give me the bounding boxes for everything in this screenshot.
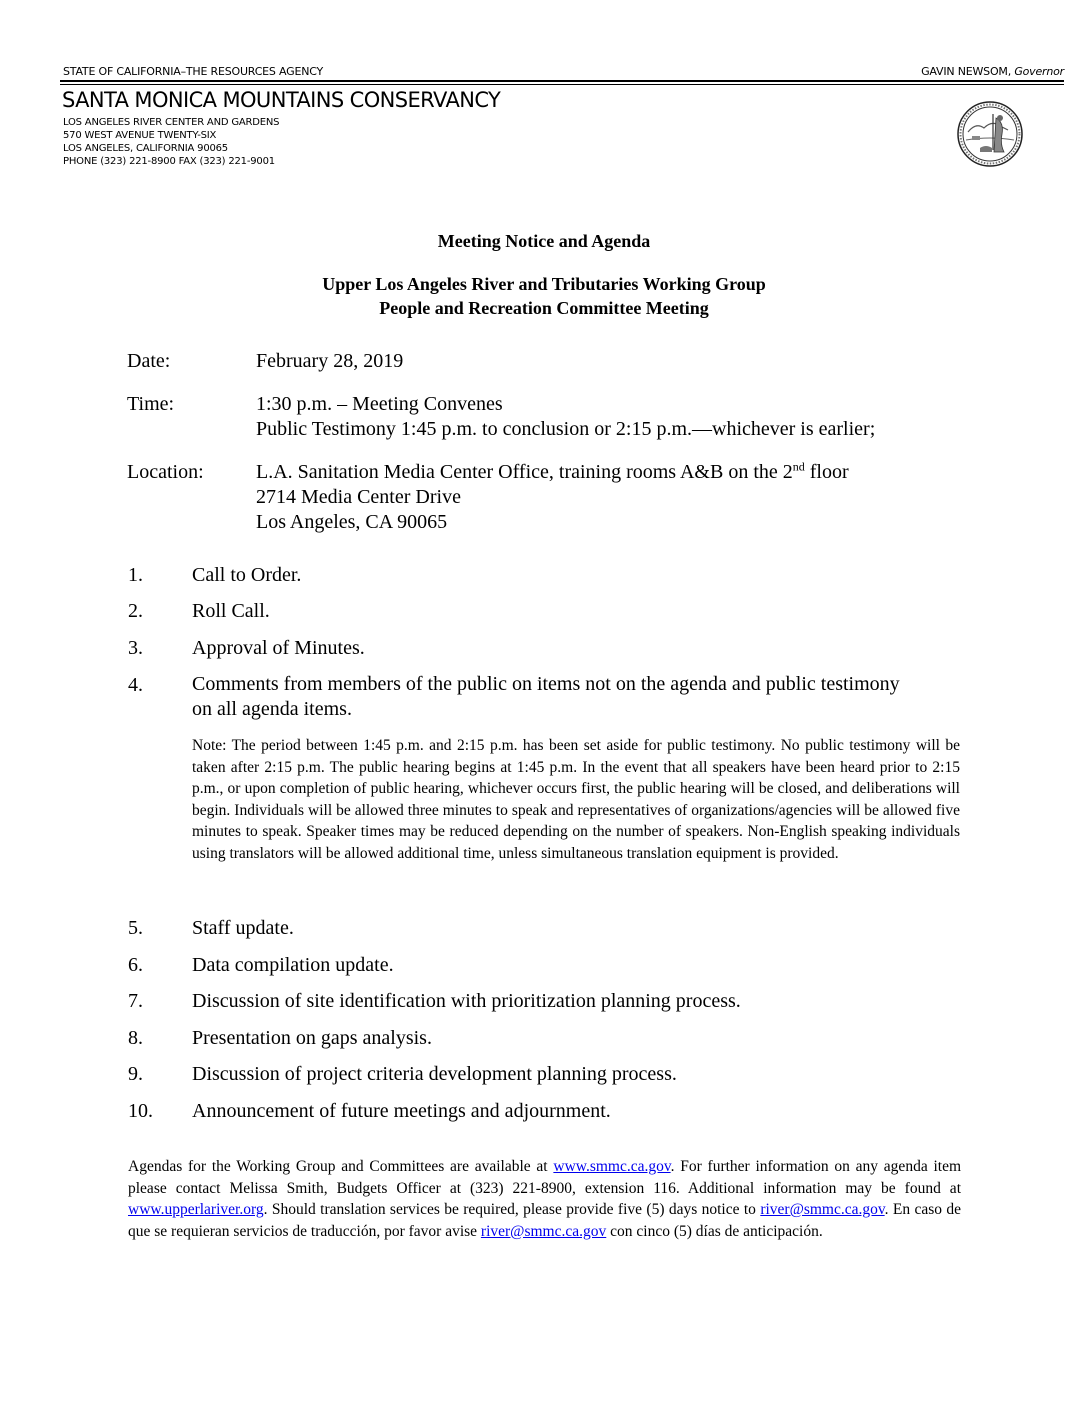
address-line: LOS ANGELES RIVER CENTER AND GARDENS [63, 117, 280, 128]
upperlariver-website-link[interactable]: www.upperlariver.org [128, 1201, 264, 1218]
header-rule-thick [60, 80, 1064, 82]
committee-title: People and Recreation Committee Meeting [379, 298, 709, 318]
state-seal-icon [952, 100, 1028, 168]
footer-text: Agendas for the Working Group and Committees are available at [128, 1158, 554, 1175]
governor-title: Governor [1014, 65, 1064, 78]
time-public-testimony: Public Testimony 1:45 p.m. to conclusion or 2:15 p.m.—whichever is earlier; [256, 418, 876, 440]
governor-name: GAVIN NEWSOM, [921, 65, 1012, 78]
agenda-item-number: 1. [128, 564, 143, 586]
agenda-item-number: 3. [128, 637, 143, 659]
agenda-item-text: Discussion of project criteria development planning process. [192, 1063, 677, 1085]
location-city: Los Angeles, CA 90065 [256, 511, 448, 533]
location-label: Location: [127, 461, 204, 483]
time-convenes: 1:30 p.m. – Meeting Convenes [256, 393, 503, 415]
governor-header [921, 65, 1064, 78]
agenda-item-number: 7. [128, 990, 143, 1012]
agenda-item-text: Discussion of site identification with prioritization planning process. [192, 990, 741, 1012]
time-label: Time: [127, 393, 175, 415]
agenda-item-text: Staff update. [192, 917, 294, 939]
location-street: 2714 Media Center Drive [256, 486, 461, 508]
footer-info [128, 1156, 961, 1242]
address-line: 570 WEST AVENUE TWENTY-SIX [63, 130, 217, 141]
agenda-item-number: 4. [128, 674, 143, 696]
date-value: February 28, 2019 [256, 350, 404, 372]
working-group-title: Upper Los Angeles River and Tributaries Working Group [322, 274, 766, 294]
smmc-website-link[interactable]: www.smmc.ca.gov [553, 1158, 671, 1175]
agenda-item-number: 5. [128, 917, 143, 939]
location-venue [256, 461, 849, 484]
agenda-item-text: Comments from members of the public on items not on the agenda and public testimony on all agenda items. [192, 673, 900, 720]
address-line: LOS ANGELES, CALIFORNIA 90065 [63, 143, 228, 154]
header-rule-thin [60, 84, 1064, 85]
agenda-item-text: Approval of Minutes. [192, 637, 365, 659]
agenda-item-number: 10. [128, 1100, 153, 1122]
agenda-item-text: Announcement of future meetings and adjournment. [192, 1100, 611, 1122]
footer-text: . En caso de que se requieran servicios de traducción, por favor avise [128, 1201, 962, 1240]
date-label: Date: [127, 350, 171, 372]
agency-header: STATE OF CALIFORNIA–THE RESOURCES AGENCY [63, 65, 324, 78]
agenda-item-number: 8. [128, 1027, 143, 1049]
agenda-item-text: Roll Call. [192, 600, 270, 622]
footer-text: . For further information on any agenda item please contact Melissa Smith, Budgets Officer at (323) 221-8900, extension 116. Additional information may be found at [128, 1158, 962, 1197]
ordinal-suffix: nd [792, 459, 805, 474]
footer-text: con cinco (5) días de anticipación. [606, 1222, 823, 1240]
notice-title: Meeting Notice and Agenda [437, 231, 651, 251]
organization-name: SANTA MONICA MOUNTAINS CONSERVANCY [62, 88, 501, 112]
location-venue-text: L.A. Sanitation Media Center Office, training rooms A&B on the 2 [256, 461, 793, 483]
agenda-item-number: 6. [128, 954, 143, 976]
footer-text: . Should translation services be required, please provide five (5) days notice to [263, 1201, 761, 1218]
public-testimony-note: Note: The period between 1:45 p.m. and 2:15 p.m. has been set aside for public testimony. No public testimony will be taken after 2:15 p.m. The public hearing begins at 1:45 p.m. In the event that all speakers have been heard prior to 2:15 p.m., or upon completion of public hearing, whichever occurs first, the public hearing will be closed, and deliberations will begin. Individuals will be allowed three minutes to speak and representatives of organizations/agencies will be allowed five minutes to speak. Speaker times may be reduced depending on the number of speakers. Non-English speaking individuals using translators will be allowed additional time, unless simultaneous translation equipment is provided. [192, 737, 960, 862]
agenda-item-text: Call to Order. [192, 564, 302, 586]
agenda-item-text: Data compilation update. [192, 954, 394, 976]
agenda-item-number: 2. [128, 600, 143, 622]
agenda-item-number: 9. [128, 1063, 143, 1085]
location-venue-floor: floor [804, 461, 849, 483]
river-email-link-spanish[interactable]: river@smmc.ca.gov [480, 1222, 607, 1240]
agenda-item-text: Presentation on gaps analysis. [192, 1027, 432, 1049]
river-email-link[interactable]: river@smmc.ca.gov [760, 1201, 885, 1218]
phone-fax-line: PHONE (323) 221-8900 FAX (323) 221-9001 [63, 156, 275, 167]
